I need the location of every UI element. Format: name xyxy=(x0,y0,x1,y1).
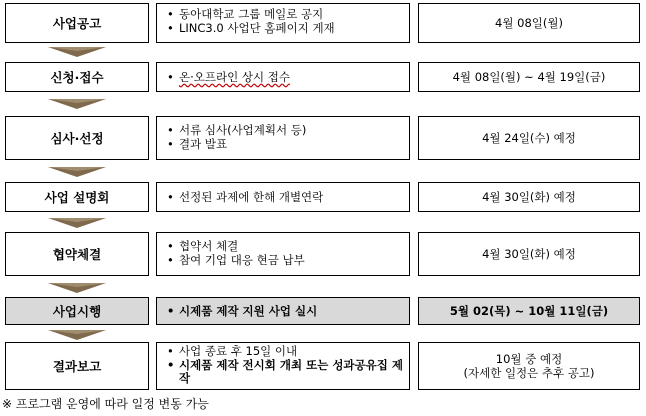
step-label: 신청·접수 xyxy=(5,62,149,92)
step-description xyxy=(156,62,410,92)
step-schedule: 4월 30일(화) 예정 xyxy=(418,182,640,212)
step-description xyxy=(156,3,410,43)
step-schedule: 4월 08일(월) xyxy=(418,3,640,43)
step-label: 사업공고 xyxy=(5,3,149,43)
down-arrow-icon xyxy=(48,99,106,109)
list-item: • 시제품 제작 전시회 개최 또는 성과공유집 제작 xyxy=(167,359,409,386)
step-label: 사업시행 xyxy=(5,297,149,325)
footnote: ※ 프로그램 운영에 따라 일정 변동 가능 xyxy=(2,397,209,411)
down-arrow-icon xyxy=(48,218,106,228)
list-item: • LINC3.0 사업단 홈페이지 게재 xyxy=(167,21,409,35)
step-schedule: 5월 02(목) ~ 10월 11일(금) xyxy=(418,297,640,325)
list-item: • 동아대학교 그룹 메일로 공지 xyxy=(167,7,409,21)
list-item: • 참여 기업 대응 현금 납부 xyxy=(167,253,409,267)
down-arrow-icon xyxy=(48,330,106,340)
down-arrow-icon xyxy=(48,283,106,293)
step-label: 협약체결 xyxy=(5,232,149,276)
step-schedule: 4월 30일(화) 예정 xyxy=(418,232,640,276)
step-description xyxy=(156,116,410,160)
list-item: • 협약서 체결 xyxy=(167,239,409,253)
step-description xyxy=(156,342,410,390)
step-schedule: 10월 중 예정 (자세한 일정은 추후 공고) xyxy=(418,342,640,390)
list-item: • 시제품 제작 지원 사업 실시 xyxy=(167,304,317,318)
step-label: 심사·선정 xyxy=(5,116,149,160)
list-item: • 사업 종료 후 15일 이내 xyxy=(167,345,409,359)
step-schedule: 4월 24일(수) 예정 xyxy=(418,116,640,160)
step-label: 결과보고 xyxy=(5,342,149,390)
down-arrow-icon xyxy=(48,47,106,57)
list-item: • 결과 발표 xyxy=(167,137,409,151)
list-item: • 온·오프라인 상시 접수 xyxy=(167,70,290,84)
step-description xyxy=(156,297,410,325)
list-item: • 서류 심사(사업계획서 등) xyxy=(167,123,409,137)
step-schedule: 4월 08일(월) ~ 4월 19일(금) xyxy=(418,62,640,92)
step-description xyxy=(156,182,410,212)
step-label: 사업 설명회 xyxy=(5,182,149,212)
down-arrow-icon xyxy=(48,167,106,177)
list-item: • 선정된 과제에 한해 개별연락 xyxy=(167,190,323,204)
step-description xyxy=(156,232,410,276)
